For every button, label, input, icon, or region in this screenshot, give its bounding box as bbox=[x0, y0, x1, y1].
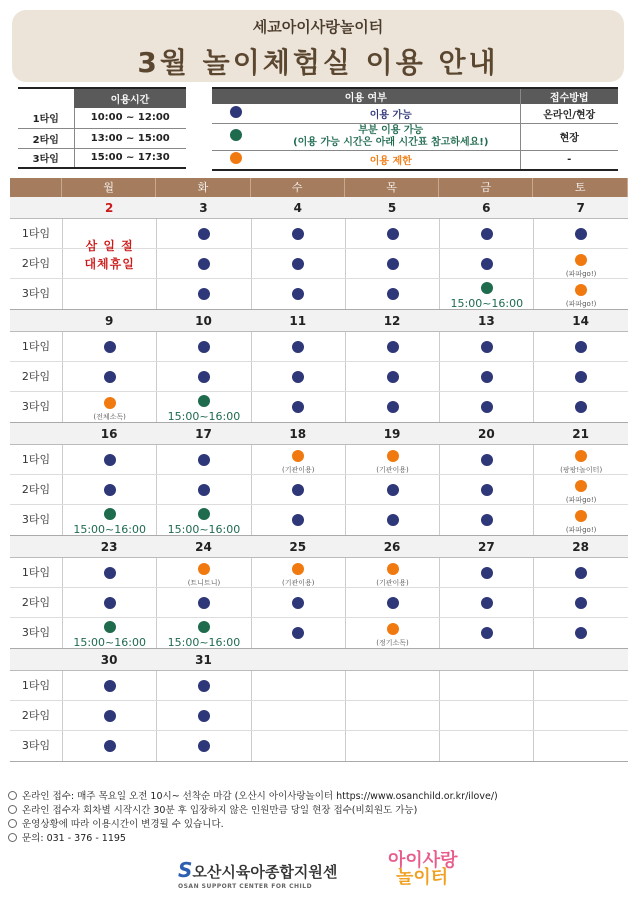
day-header: 목 bbox=[345, 178, 439, 197]
status-dot-icon bbox=[198, 258, 210, 270]
calendar-week bbox=[10, 423, 628, 536]
slot-label: 2타임 bbox=[21, 596, 51, 609]
calendar-header bbox=[10, 178, 628, 197]
slot-note: (전체소독) bbox=[93, 413, 126, 421]
slot-cell bbox=[345, 332, 439, 361]
day-header: 토 bbox=[533, 178, 627, 197]
status-dot-icon bbox=[387, 288, 399, 300]
slot-time: 13:00 ~ 15:00 bbox=[74, 128, 186, 148]
slot-cell bbox=[156, 332, 250, 361]
slot-cell bbox=[62, 618, 156, 648]
status-dot-icon bbox=[198, 288, 210, 300]
status-dot-icon bbox=[481, 228, 493, 240]
slot-cell bbox=[345, 618, 439, 648]
status-dot-icon bbox=[104, 484, 116, 496]
slot-cell bbox=[439, 219, 533, 248]
slot-note: (팡팡!놀이터) bbox=[560, 466, 603, 474]
slot-time: 15:00~16:00 bbox=[73, 636, 146, 649]
slot-cell bbox=[251, 505, 345, 535]
slot-row bbox=[10, 445, 628, 475]
slot-cell bbox=[251, 332, 345, 361]
slot-label: 2타임 bbox=[21, 370, 51, 383]
date-cell: 28 bbox=[572, 540, 589, 554]
slot-cell bbox=[533, 701, 627, 730]
slot-cell bbox=[62, 671, 156, 700]
slot-row bbox=[10, 505, 628, 535]
slot-label: 2타임 bbox=[21, 483, 51, 496]
date-cell: 20 bbox=[477, 427, 495, 441]
slot-cell bbox=[251, 445, 345, 474]
day-header: 월 bbox=[62, 178, 156, 197]
slot-cell bbox=[439, 279, 533, 309]
date-cell bbox=[345, 649, 439, 670]
slot-cell bbox=[533, 558, 627, 587]
status-dot-icon bbox=[104, 567, 116, 579]
date-cell bbox=[251, 649, 345, 670]
slot-cell bbox=[345, 558, 439, 587]
date-cell: 17 bbox=[195, 427, 212, 441]
slot-cell bbox=[345, 671, 439, 700]
calendar-week bbox=[10, 310, 628, 423]
status-dot-icon bbox=[292, 627, 304, 639]
status-dot-icon bbox=[104, 710, 116, 722]
date-cell: 9 bbox=[104, 314, 114, 328]
date-cell: 3 bbox=[199, 201, 208, 215]
status-dot-icon bbox=[481, 454, 493, 466]
slot-cell bbox=[345, 731, 439, 761]
slot-cell bbox=[62, 445, 156, 474]
date-cell: 21 bbox=[572, 427, 589, 441]
status-dot-icon bbox=[481, 627, 493, 639]
status-dot-icon bbox=[104, 680, 116, 692]
legend-table bbox=[212, 87, 618, 171]
slot-cell bbox=[251, 249, 345, 278]
time-table-header: 이용시간 bbox=[74, 88, 186, 108]
date-cell bbox=[439, 649, 533, 670]
slot-cell bbox=[345, 279, 439, 309]
slot-cell bbox=[156, 558, 250, 587]
slot-row bbox=[10, 475, 628, 505]
status-dot-icon bbox=[575, 254, 587, 266]
status-dot-icon bbox=[387, 371, 399, 383]
time-table bbox=[18, 87, 186, 169]
status-dot-icon bbox=[575, 284, 587, 296]
slot-cell bbox=[533, 671, 627, 700]
status-dot-icon bbox=[481, 282, 493, 294]
slot-note: (파파go!) bbox=[565, 496, 597, 504]
slot-cell bbox=[62, 505, 156, 535]
slot-cell bbox=[251, 362, 345, 391]
slot-cell bbox=[345, 362, 439, 391]
slot-cell bbox=[251, 588, 345, 617]
slot-cell bbox=[439, 671, 533, 700]
date-row bbox=[10, 649, 628, 671]
slot-cell bbox=[156, 618, 250, 648]
slot-cell bbox=[533, 588, 627, 617]
status-dot-icon bbox=[292, 514, 304, 526]
status-dot-icon bbox=[198, 341, 210, 353]
slot-row bbox=[10, 392, 628, 422]
slot-cell bbox=[533, 219, 627, 248]
status-dot-icon bbox=[292, 288, 304, 300]
slot-row bbox=[10, 731, 628, 761]
date-cell: 2 bbox=[104, 201, 114, 215]
status-dot-icon bbox=[575, 627, 587, 639]
slot-cell bbox=[533, 279, 627, 309]
date-cell: 16 bbox=[100, 427, 118, 441]
slot-label: 2타임 bbox=[21, 709, 51, 722]
support-center-logo: S오산시육아종합지원센 OSAN SUPPORT CENTER FOR CHILD bbox=[178, 858, 338, 890]
legend-method: 온라인/현장 bbox=[520, 104, 618, 123]
date-cell bbox=[533, 649, 627, 670]
slot-cell bbox=[439, 249, 533, 278]
slot-label: 3타임 bbox=[21, 400, 51, 413]
status-dot-icon bbox=[104, 397, 116, 409]
slot-cell bbox=[62, 475, 156, 504]
status-dot-icon bbox=[387, 623, 399, 635]
date-row bbox=[10, 423, 628, 445]
date-cell: 24 bbox=[195, 540, 212, 554]
status-dot-icon bbox=[481, 567, 493, 579]
status-dot-icon bbox=[481, 597, 493, 609]
slot-row bbox=[10, 618, 628, 648]
date-cell: 10 bbox=[195, 314, 212, 328]
note-online: 온라인 접수: 매주 목요일 오전 10시~ 선착순 마감 (오산시 아이사랑놀이터 https://www.osanchild.or.kr/ilove/) bbox=[22, 791, 498, 802]
slot-label: 1타임 bbox=[21, 679, 51, 692]
status-dot-icon bbox=[104, 341, 116, 353]
status-dot-icon bbox=[575, 450, 587, 462]
status-dot-icon bbox=[292, 597, 304, 609]
slot-note: (트니트니) bbox=[187, 579, 221, 587]
date-cell: 5 bbox=[387, 201, 397, 215]
status-dot-icon bbox=[198, 621, 210, 633]
status-dot-icon bbox=[481, 371, 493, 383]
status-dot-icon bbox=[387, 341, 399, 353]
date-cell: 14 bbox=[572, 314, 589, 328]
status-dot-icon bbox=[575, 401, 587, 413]
status-dot-icon bbox=[198, 454, 210, 466]
slot-cell bbox=[439, 505, 533, 535]
slot-cell bbox=[345, 392, 439, 422]
slot-cell bbox=[439, 445, 533, 474]
status-dot-icon bbox=[198, 395, 210, 407]
status-dot-icon bbox=[387, 258, 399, 270]
legend-partial-note: (이용 가능 시간은 아래 시간표 참고하세요!) bbox=[293, 136, 489, 148]
slot-cell bbox=[251, 279, 345, 309]
slot-cell bbox=[62, 392, 156, 422]
status-dot-icon bbox=[387, 484, 399, 496]
status-dot-icon bbox=[387, 228, 399, 240]
slot-cell bbox=[345, 701, 439, 730]
slot-cell bbox=[62, 558, 156, 587]
calendar-week bbox=[10, 536, 628, 649]
slot-cell bbox=[251, 671, 345, 700]
date-cell: 31 bbox=[195, 653, 212, 667]
slot-cell bbox=[345, 505, 439, 535]
slot-cell bbox=[533, 731, 627, 761]
slot-cell bbox=[533, 475, 627, 504]
slot-time: 15:00~16:00 bbox=[73, 523, 146, 536]
slot-note: (기관이용) bbox=[376, 579, 409, 587]
slot-note: (파파go!) bbox=[565, 270, 597, 278]
date-cell: 13 bbox=[477, 314, 495, 328]
slot-label: 2타임 bbox=[18, 128, 74, 148]
slot-row bbox=[10, 219, 628, 253]
status-dot-icon bbox=[198, 597, 210, 609]
slot-time: 15:00~16:00 bbox=[167, 523, 241, 536]
slot-label: 3타임 bbox=[21, 287, 51, 300]
status-dot-icon bbox=[198, 508, 210, 520]
date-cell: 18 bbox=[289, 427, 307, 441]
slot-note: (정기소독) bbox=[376, 639, 409, 647]
legend-method: - bbox=[520, 150, 618, 170]
day-header: 수 bbox=[251, 178, 345, 197]
slot-label: 1타임 bbox=[18, 108, 74, 128]
status-dot-icon bbox=[292, 258, 304, 270]
slot-cell bbox=[439, 701, 533, 730]
legend-method-header: 접수방법 bbox=[520, 88, 618, 104]
slot-cell bbox=[62, 701, 156, 730]
slot-cell bbox=[251, 558, 345, 587]
status-dot-icon bbox=[198, 710, 210, 722]
calendar-week bbox=[10, 649, 628, 762]
slot-label: 3타임 bbox=[21, 739, 51, 752]
status-dot-icon bbox=[292, 450, 304, 462]
status-dot-icon bbox=[575, 228, 587, 240]
slot-cell bbox=[533, 249, 627, 278]
date-cell: 12 bbox=[383, 314, 401, 328]
slot-cell bbox=[62, 731, 156, 761]
slot-cell bbox=[439, 731, 533, 761]
status-dot-icon bbox=[292, 371, 304, 383]
status-dot-icon bbox=[575, 597, 587, 609]
slot-cell bbox=[345, 445, 439, 474]
status-dot-icon bbox=[198, 740, 210, 752]
slot-note: (기관이용) bbox=[376, 466, 409, 474]
slot-row bbox=[10, 701, 628, 731]
status-dot-icon bbox=[481, 341, 493, 353]
note-change: 운영상황에 따라 이용시간이 변경될 수 있습니다. bbox=[22, 819, 224, 830]
slot-label: 3타임 bbox=[18, 148, 74, 168]
slot-cell bbox=[156, 701, 250, 730]
page-subtitle: 세교아이사랑놀이터 bbox=[252, 18, 384, 36]
status-dot-icon bbox=[292, 228, 304, 240]
status-dot-icon bbox=[198, 563, 210, 575]
slot-cell bbox=[62, 332, 156, 361]
slot-cell bbox=[345, 249, 439, 278]
day-header: 화 bbox=[156, 178, 250, 197]
status-dot-icon bbox=[575, 480, 587, 492]
slot-cell bbox=[251, 475, 345, 504]
playground-logo: 아이사랑 놀이터 bbox=[388, 850, 458, 888]
notes bbox=[8, 790, 498, 846]
slot-time: 15:00~16:00 bbox=[167, 636, 241, 649]
status-dot-icon bbox=[387, 401, 399, 413]
slot-row bbox=[10, 558, 628, 588]
slot-cell bbox=[251, 618, 345, 648]
status-dot-icon bbox=[292, 563, 304, 575]
status-dot-icon bbox=[104, 454, 116, 466]
slot-label: 3타임 bbox=[21, 513, 51, 526]
date-cell: 25 bbox=[289, 540, 307, 554]
slot-time: 15:00~16:00 bbox=[167, 410, 241, 423]
date-cell: 23 bbox=[100, 540, 118, 554]
slot-cell bbox=[251, 392, 345, 422]
status-dot-icon bbox=[387, 563, 399, 575]
date-cell: 4 bbox=[293, 201, 302, 215]
slot-label: 3타임 bbox=[21, 626, 51, 639]
day-header: 금 bbox=[439, 178, 533, 197]
slot-row bbox=[10, 588, 628, 618]
slot-cell bbox=[533, 445, 627, 474]
slot-cell bbox=[156, 219, 250, 248]
status-dot-icon bbox=[575, 341, 587, 353]
slot-cell bbox=[156, 249, 250, 278]
slot-label: 1타임 bbox=[21, 453, 51, 466]
legend-available: 이용 가능 bbox=[262, 104, 520, 123]
date-row bbox=[10, 197, 628, 219]
restricted-dot-icon bbox=[230, 152, 242, 164]
status-dot-icon bbox=[575, 567, 587, 579]
status-dot-icon bbox=[292, 484, 304, 496]
slot-cell bbox=[156, 362, 250, 391]
slot-cell bbox=[62, 362, 156, 391]
date-row bbox=[10, 536, 628, 558]
status-dot-icon bbox=[387, 450, 399, 462]
status-dot-icon bbox=[481, 484, 493, 496]
slot-cell bbox=[62, 249, 156, 278]
slot-cell bbox=[156, 671, 250, 700]
status-dot-icon bbox=[481, 514, 493, 526]
status-dot-icon bbox=[198, 680, 210, 692]
legend-partial: 부분 이용 가능 bbox=[358, 124, 424, 136]
slot-cell bbox=[439, 362, 533, 391]
calendar bbox=[10, 178, 628, 762]
slot-cell bbox=[251, 731, 345, 761]
slot-note: (기관이용) bbox=[281, 579, 315, 587]
slot-row bbox=[10, 279, 628, 309]
slot-label: 1타임 bbox=[21, 340, 51, 353]
slot-label: 1타임 bbox=[21, 227, 51, 240]
page-title: 3월 놀이체험실 이용 안내 bbox=[137, 46, 499, 79]
status-dot-icon bbox=[198, 228, 210, 240]
slot-cell bbox=[439, 618, 533, 648]
slot-cell bbox=[156, 392, 250, 422]
slot-cell bbox=[251, 701, 345, 730]
slot-cell bbox=[156, 445, 250, 474]
legend-method: 현장 bbox=[520, 123, 618, 150]
slot-label: 2타임 bbox=[21, 257, 51, 270]
title-banner bbox=[12, 10, 624, 82]
slot-cell bbox=[533, 618, 627, 648]
slot-cell bbox=[345, 219, 439, 248]
status-dot-icon bbox=[292, 341, 304, 353]
status-dot-icon bbox=[575, 371, 587, 383]
status-dot-icon bbox=[104, 621, 116, 633]
slot-cell bbox=[62, 588, 156, 617]
slot-label: 1타임 bbox=[21, 566, 51, 579]
date-cell: 27 bbox=[477, 540, 495, 554]
slot-cell bbox=[533, 392, 627, 422]
slot-note: (파파go!) bbox=[565, 526, 597, 534]
status-dot-icon bbox=[481, 258, 493, 270]
slot-note: (파파go!) bbox=[565, 300, 597, 308]
date-cell: 11 bbox=[289, 314, 307, 328]
calendar-week bbox=[10, 197, 628, 310]
note-contact: 문의: 031 - 376 - 1195 bbox=[22, 833, 126, 844]
slot-note: (기관이용) bbox=[281, 466, 315, 474]
slot-row bbox=[10, 362, 628, 392]
slot-cell bbox=[156, 588, 250, 617]
date-cell: 7 bbox=[576, 201, 585, 215]
slot-cell bbox=[533, 362, 627, 391]
legend-status-header: 이용 여부 bbox=[212, 88, 520, 104]
holiday-label: 삼 일 절 bbox=[85, 239, 134, 253]
slot-cell bbox=[156, 279, 250, 309]
date-cell: 26 bbox=[383, 540, 401, 554]
slot-cell bbox=[156, 731, 250, 761]
status-dot-icon bbox=[104, 740, 116, 752]
slot-time: 15:00 ~ 17:30 bbox=[74, 148, 186, 168]
status-dot-icon bbox=[104, 597, 116, 609]
slot-cell bbox=[156, 475, 250, 504]
slot-cell bbox=[533, 332, 627, 361]
slot-time: 10:00 ~ 12:00 bbox=[74, 108, 186, 128]
slot-cell bbox=[251, 219, 345, 248]
status-dot-icon bbox=[575, 510, 587, 522]
slot-cell bbox=[345, 475, 439, 504]
slot-cell bbox=[439, 558, 533, 587]
status-dot-icon bbox=[292, 401, 304, 413]
slot-cell bbox=[439, 392, 533, 422]
slot-cell bbox=[62, 279, 156, 309]
slot-cell bbox=[62, 219, 156, 253]
available-dot-icon bbox=[230, 106, 242, 118]
status-dot-icon bbox=[481, 401, 493, 413]
slot-cell bbox=[439, 588, 533, 617]
date-cell: 19 bbox=[383, 427, 401, 441]
slot-cell bbox=[345, 588, 439, 617]
partial-dot-icon bbox=[230, 129, 242, 141]
status-dot-icon bbox=[198, 371, 210, 383]
slot-row bbox=[10, 671, 628, 701]
date-cell: 30 bbox=[100, 653, 118, 667]
status-dot-icon bbox=[198, 484, 210, 496]
status-dot-icon bbox=[104, 371, 116, 383]
legend-restricted: 이용 제한 bbox=[262, 150, 520, 170]
slot-row bbox=[10, 249, 628, 279]
slot-cell bbox=[439, 332, 533, 361]
note-onsite: 온라인 접수자 회차별 시작시간 30분 후 입장하지 않은 인원만큼 당일 현장 접수(비회원도 가능) bbox=[22, 805, 418, 816]
status-dot-icon bbox=[104, 508, 116, 520]
slot-cell bbox=[156, 505, 250, 535]
status-dot-icon bbox=[387, 597, 399, 609]
slot-cell bbox=[533, 505, 627, 535]
date-row bbox=[10, 310, 628, 332]
slot-time: 15:00~16:00 bbox=[450, 297, 524, 310]
slot-cell bbox=[439, 475, 533, 504]
status-dot-icon bbox=[387, 514, 399, 526]
date-cell: 6 bbox=[482, 201, 491, 215]
slot-row bbox=[10, 332, 628, 362]
holiday-label: 대체휴일 bbox=[84, 257, 135, 271]
